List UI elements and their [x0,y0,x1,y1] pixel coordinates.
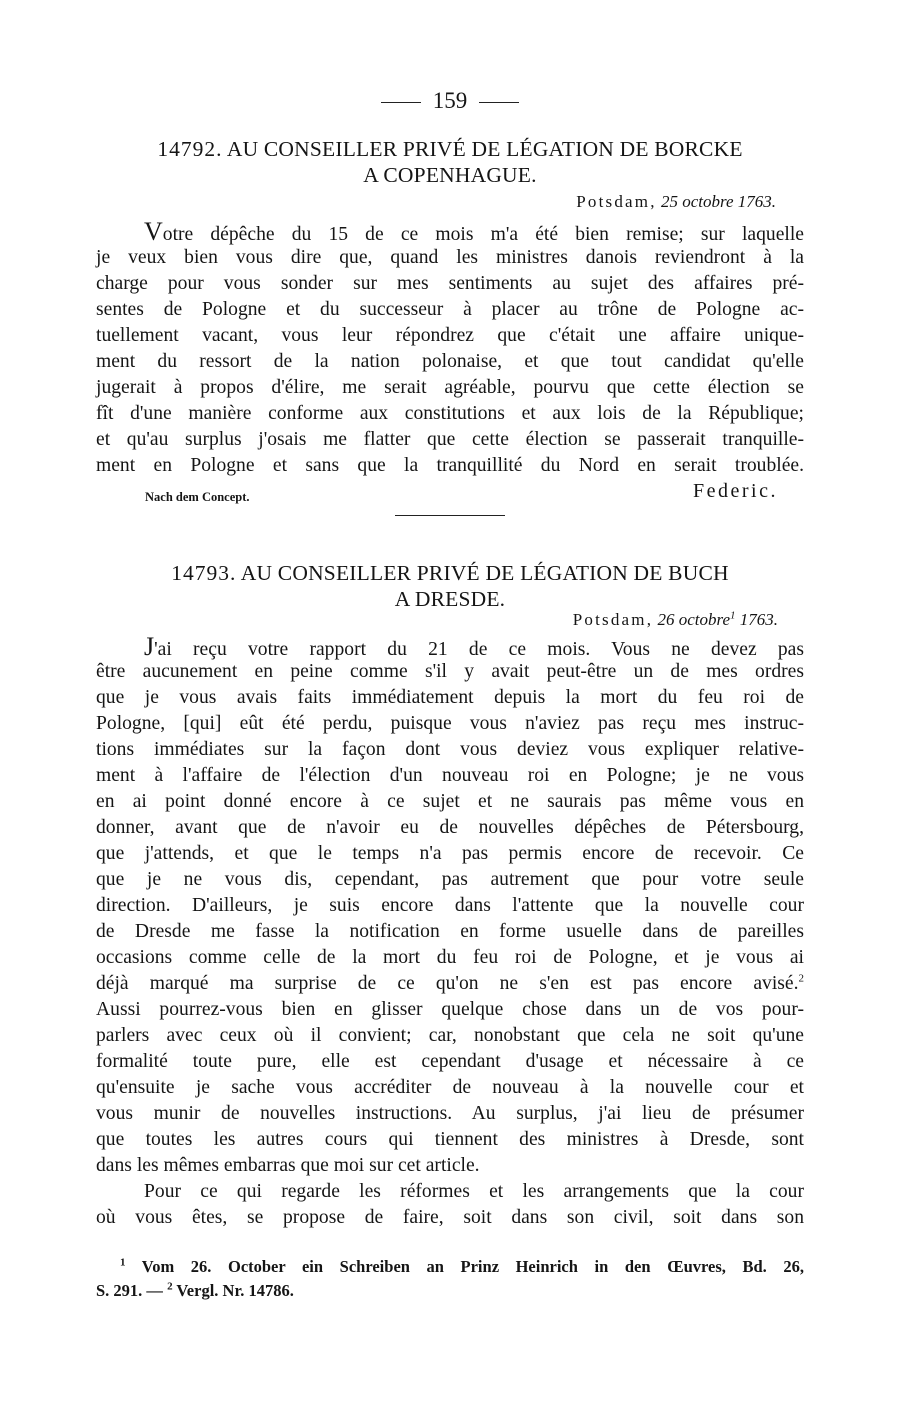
dateline-date: 25 octobre 1763. [660,192,776,211]
right-dash [479,102,519,103]
text-line: Aussi pourrez-vous bien en glisser quelque chose dans un de vos pour- [96,999,804,1020]
text-line: et qu'au surplus j'osais me flatter que cette élection se passerait tranquille- [96,429,804,450]
text-line: charge pour vous sonder sur mes sentiments au sujet des affaires pré- [96,273,804,294]
text-line: ment à l'affaire de l'élection d'un nouveau roi en Pologne; je ne vous [96,765,804,786]
text-line: dans les mêmes embarras que moi sur cet article. [96,1155,480,1176]
footnote-marker: 1 [120,1256,126,1269]
text-line: que j'attends, et que le temps n'a pas permis encore de recevoir. Ce [96,843,804,864]
letter-number: 14792. [157,137,223,161]
text-line: que je vous avais faits immédiatement depuis la mort du feu roi de [96,687,804,708]
letter-heading-line1 [0,561,900,586]
text-line: tuellement vacant, vous leur répondrez que c'était une affaire unique- [96,325,804,346]
section-divider [395,515,505,516]
text-line: ment en Pologne et sans que la tranquillité du Nord en serait troublée. [96,455,804,476]
text-line: J'ai reçu votre rapport du 21 de ce mois. Vous ne devez pas [144,632,804,661]
text-line: être aucunement en peine comme s'il y avait peut-être un de mes ordres [96,661,804,682]
footnote-marker: 2 [167,1280,173,1293]
letter-dateline [573,610,778,630]
signature: Federic. [693,480,778,502]
text-line: ment du ressort de la nation polonaise, et que tout candidat qu'elle [96,351,804,372]
text-line: jugerait à propos d'élire, me serait agréable, pourvu que cette élection se [96,377,804,398]
footnote-2: S. 291. — $^2$ Vergl. Nr. 14786. [96,1280,294,1300]
footnote-ref: 1 [730,609,736,622]
text-line: fît d'une manière conforme aux constitutions et aux lois de la République; [96,403,804,424]
text-line: vous munir de nouvelles instructions. Au surplus, j'ai lieu de présumer [96,1103,804,1124]
text-line: je veux bien vous dire que, quand les ministres danois reviendront à la [96,247,804,268]
text-line: où vous êtes, se propose de faire, soit dans son civil, soit dans son [96,1207,804,1228]
drop-cap: J [144,632,155,661]
letter-heading-line2: A DRESDE. [394,587,506,611]
text-line: occasions comme celle de la mort du feu roi de Pologne, et je vous ai [96,947,804,968]
page-number: 159 [0,88,900,114]
text-line: Votre dépêche du 15 de ce mois m'a été bien remise; sur laquelle [144,217,804,246]
text-line: que toutes les autres cours qui tiennent des ministres à Dresde, sont [96,1129,804,1150]
text-line: formalité toute pure, elle est cependant d'usage et nécessaire à ce [96,1051,804,1072]
text-line: qu'ensuite je sache vous accréditer de nouveau à la nouvelle cour et [96,1077,804,1098]
text-line: de Dresde me fasse la notification en forme usuelle dans de pareilles [96,921,804,942]
dateline-date: 26 octobre$^1$ 1763. [657,609,778,629]
text-line: sentes de Pologne et du successeur à placer au trône de Pologne ac- [96,299,804,320]
text-line: direction. D'ailleurs, je suis encore dans l'attente que la nouvelle cour [96,895,804,916]
letter-heading-line1 [0,137,900,162]
text-line: Pour ce qui regarde les réformes et les arrangements que la cour [144,1181,804,1202]
text-line: Pologne, [qui] eût été perdu, puisque vous n'aviez pas reçu mes instruc- [96,713,804,734]
text-line: que je ne vous dis, cependant, pas autrement que pour votre seule [96,869,804,890]
letter-number: 14793. [171,561,237,585]
left-dash [381,102,421,103]
dateline-place: Potsdam, [572,610,654,629]
text-line: en ai point donné encore à ce sujet et ne saurais pas même vous en [96,791,804,812]
letter-dateline [576,192,776,212]
letter-heading-line2: A COPENHAGUE. [363,163,537,187]
letter-recipient: AU CONSEILLER PRIVÉ DE LÉGATION DE BUCH [240,561,729,585]
text-line: parlers avec ceux où il convient; car, nonobstant que cela ne soit qu'une [96,1025,804,1046]
dateline-place: Potsdam, [576,192,657,211]
text-line: déjà marqué ma surprise de ce qu'on ne s'en est pas encore avisé.$^2$ [96,972,804,994]
footnote-ref: 2 [798,972,804,985]
footnote-1: $^1$ Vom 26. October ein Schreiben an Prinz Heinrich in den Œuvres, Bd. 26, [120,1256,805,1276]
text-line: tions immédiates sur la façon dont vous deviez vous expliquer relative- [96,739,804,760]
text-line: donner, avant que de n'avoir eu de nouvelles dépêches de Pétersbourg, [96,817,804,838]
letter-recipient: AU CONSEILLER PRIVÉ DE LÉGATION DE BORCKE [226,137,743,161]
source-note: Nach dem Concept. [145,490,250,504]
drop-cap: V [144,217,163,246]
